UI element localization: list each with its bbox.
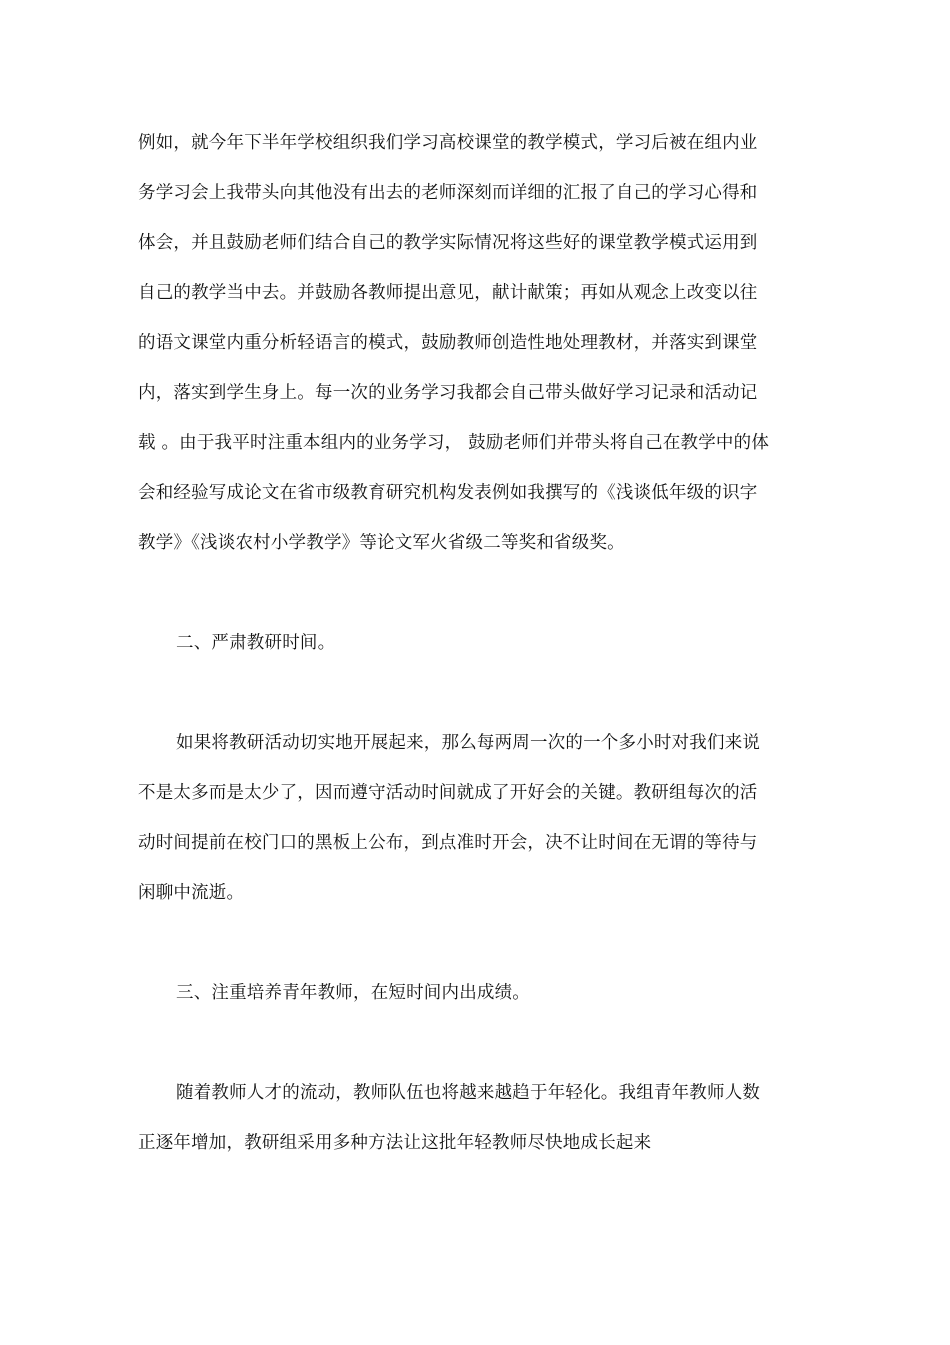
paragraph-line: 教学》《浅谈农村小学教学》等论文军火省级二等奖和省级奖。: [138, 533, 625, 553]
paragraph-line: 的语文课堂内重分析轻语言的模式，鼓励教师创造性地处理教材，并落实到课堂: [138, 333, 758, 353]
paragraph-line: 正逐年增加，教研组采用多种方法让这批年轻教师尽快地成长起来: [138, 1133, 652, 1153]
paragraph-line: 动时间提前在校门口的黑板上公布，到点准时开会，决不让时间在无谓的等待与: [138, 833, 758, 853]
paragraph-line: 务学习会上我带头向其他没有出去的老师深刻而详细的汇报了自己的学习心得和: [138, 183, 758, 203]
paragraph-line: 自己的教学当中去。并鼓励各教师提出意见，献计献策；再如从观念上改变以往: [138, 283, 758, 303]
paragraph-line: 例如，就今年下半年学校组织我们学习高校课堂的教学模式，学习后被在组内业: [138, 133, 758, 153]
paragraph-line: 闲聊中流逝。: [138, 883, 245, 903]
paragraph-line: 会和经验写成论文在省市级教育研究机构发表例如我撰写的《浅谈低年级的识字: [138, 483, 758, 503]
section-heading: 二、严肃教研时间。: [176, 633, 336, 653]
paragraph-line: 体会，并且鼓励老师们结合自己的教学实际情况将这些好的课堂教学模式运用到: [138, 233, 758, 253]
paragraph-line: 内，落实到学生身上。每一次的业务学习我都会自己带头做好学习记录和活动记: [138, 383, 758, 403]
paragraph-line: 如果将教研活动切实地开展起来，那么每两周一次的一个多小时对我们来说: [176, 733, 761, 753]
paragraph-line: 不是太多而是太少了，因而遵守活动时间就成了开好会的关键。教研组每次的活: [138, 783, 758, 803]
section-heading: 三、注重培养青年教师，在短时间内出成绩。: [176, 983, 530, 1003]
paragraph-line: 随着教师人才的流动，教师队伍也将越来越趋于年轻化。我组青年教师人数: [176, 1083, 761, 1103]
paragraph-line: 载 。由于我平时注重本组内的业务学习， 鼓励老师们并带头将自己在教学中的体: [138, 433, 770, 453]
